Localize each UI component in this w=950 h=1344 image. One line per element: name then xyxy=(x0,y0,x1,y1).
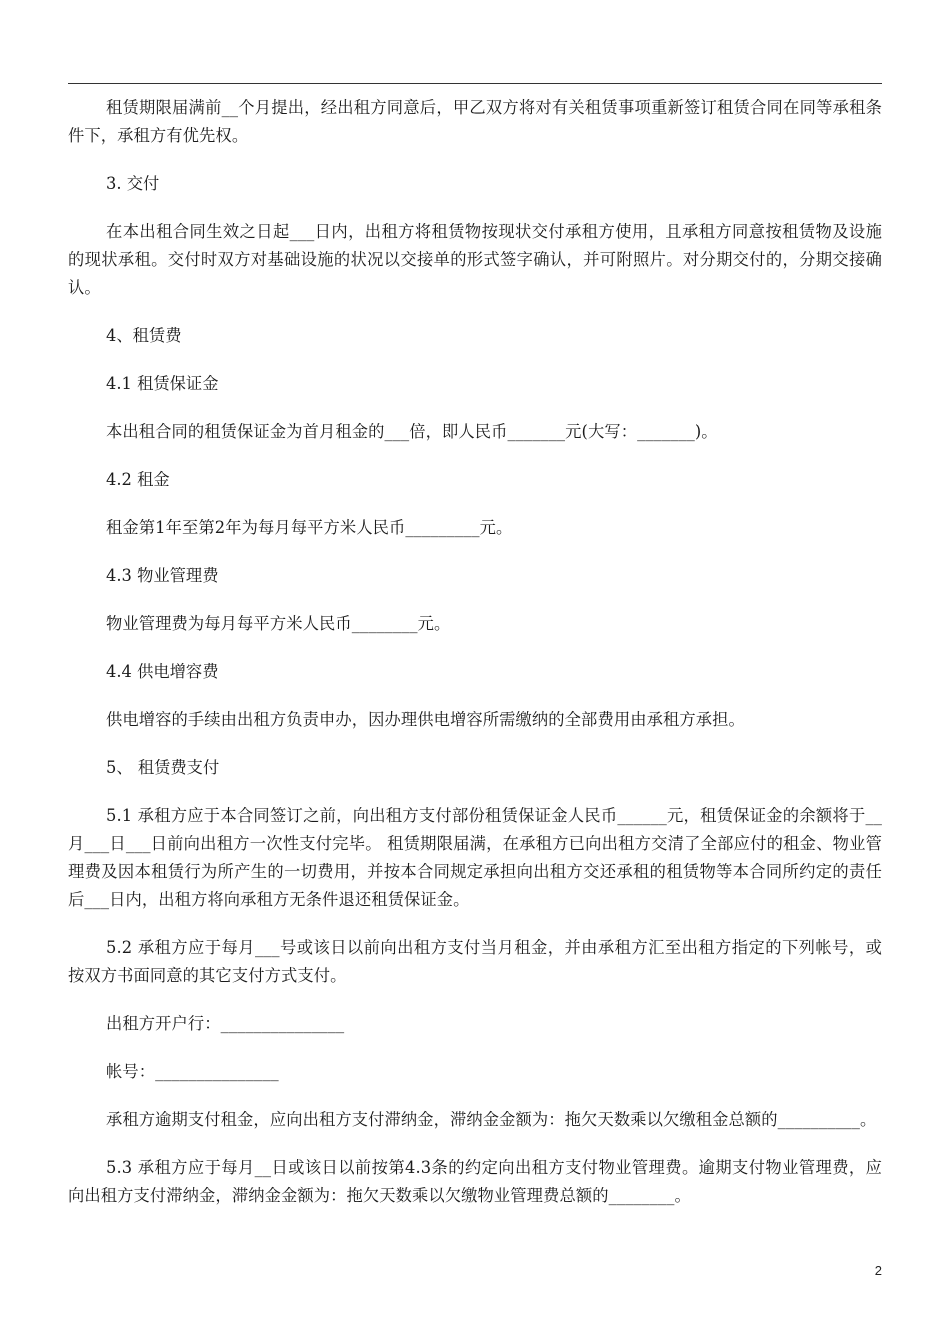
field-bank: 出租方开户行：_______________ xyxy=(106,1014,345,1033)
paragraph-delivery: 在本出租合同生效之日起___日内，出租方将租赁物按现状交付承租方使用，且承租方同意按租赁物及设施的现状承租。交付时双方对基础设施的状况以交接单的形式签字确认，并可附照片。对分期交付的，分期交接确认。 xyxy=(68,222,882,297)
paragraph-property-payment: 5.3 承租方应于每月__日或该日以前按第4.3条的约定向出租方支付物业管理费。逾期支付物业管理费，应向出租方支付滞纳金，滞纳金金额为：拖欠天数乘以欠缴物业管理费总额的________。 xyxy=(68,1158,882,1205)
heading-power-fee: 4.4 供电增容费 xyxy=(106,662,219,681)
heading-rent: 4.2 租金 xyxy=(106,470,170,489)
heading-payment: 5、 租赁费支付 xyxy=(106,758,220,777)
heading-deposit: 4.1 租赁保证金 xyxy=(106,374,219,393)
paragraph-renewal: 租赁期限届满前__个月提出，经出租方同意后，甲乙双方将对有关租赁事项重新签订租赁合同在同等承租条件下，承租方有优先权。 xyxy=(68,98,882,145)
field-account: 帐号：_______________ xyxy=(106,1062,279,1081)
paragraph-property-fee: 物业管理费为每月每平方米人民币________元。 xyxy=(106,614,451,633)
paragraph-payment-deposit: 5.1 承租方应于本合同签订之前，向出租方支付部份租赁保证金人民币______元，租赁保证金的余额将于__月___日___日前向出租方一次性支付完毕。 租赁期限届满，在承租方已向出租方交清了全部应付的租金、物业管理费及因本租赁行为所产生的一切费用，并按本合同规定承担向出租方交还承租的租赁物等本合同所约定的责任后___日内，出租方将向承租方无条件退还租赁保证金。 xyxy=(68,806,882,909)
heading-property-fee: 4.3 物业管理费 xyxy=(106,566,219,585)
paragraph-late-fee: 承租方逾期支付租金，应向出租方支付滞纳金，滞纳金金额为：拖欠天数乘以欠缴租金总额的__________。 xyxy=(106,1110,877,1129)
paragraph-power-fee: 供电增容的手续由出租方负责申办，因办理供电增容所需缴纳的全部费用由承租方承担。 xyxy=(106,710,745,729)
heading-delivery: 3. 交付 xyxy=(106,174,160,193)
paragraph-rent: 租金第1年至第2年为每月每平方米人民币_________元。 xyxy=(106,518,513,537)
header-rule xyxy=(68,83,882,84)
paragraph-payment-rent: 5.2 承租方应于每月___号或该日以前向出租方支付当月租金，并由承租方汇至出租方指定的下列帐号，或按双方书面同意的其它支付方式支付。 xyxy=(68,938,882,985)
document-body xyxy=(68,94,882,1210)
heading-rental-fees: 4、租赁费 xyxy=(106,326,182,345)
page-number: 2 xyxy=(874,1263,882,1278)
paragraph-deposit: 本出租合同的租赁保证金为首月租金的___倍，即人民币_______元(大写：_______)。 xyxy=(106,422,718,441)
